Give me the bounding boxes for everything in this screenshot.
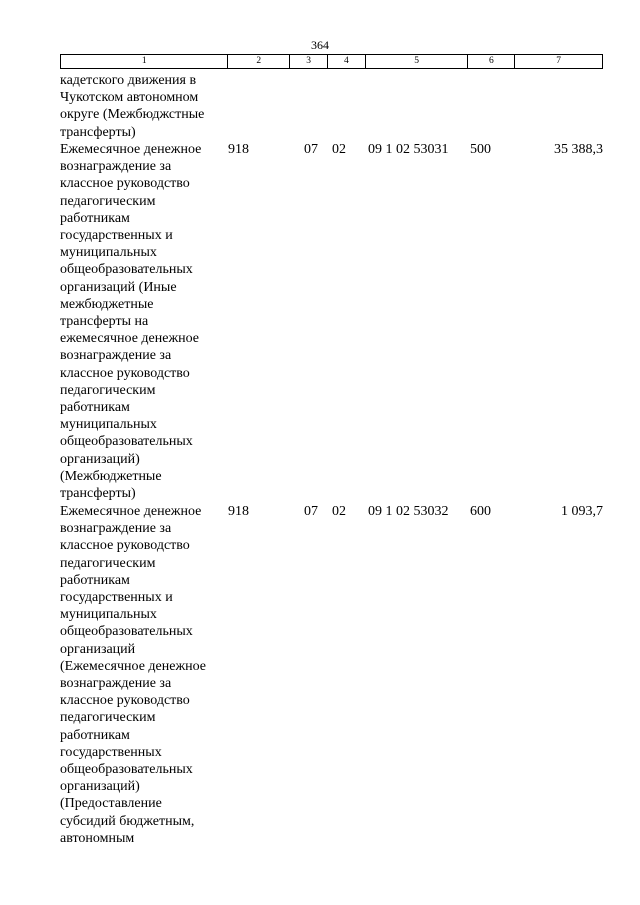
description-line: педагогическим (60, 193, 156, 209)
row-description (60, 141, 230, 502)
description-line: кадетского движения в (60, 73, 197, 88)
description-line: педагогическим (60, 710, 156, 726)
description-line: муниципальных (60, 607, 157, 623)
description-line: организаций (60, 641, 136, 657)
description-line: классное руководство (60, 538, 190, 554)
description-line: трансферты на (60, 314, 149, 330)
description-line: Чукотском автономном (60, 90, 199, 106)
expense-type-code: 600 (470, 504, 491, 519)
column-header-3: 3 (290, 55, 328, 68)
description-line: (Межбюджетные (60, 468, 162, 484)
description-line: вознаграждение за (60, 676, 172, 692)
target-article-code: 09 1 02 53031 (368, 142, 449, 157)
description-line: организаций (Иные (60, 279, 177, 295)
description-line: Ежемесячное денежное (60, 504, 202, 519)
table-header-row (60, 54, 603, 69)
description-line: классное руководство (60, 365, 190, 381)
column-header-7: 7 (556, 56, 562, 66)
row-description (60, 503, 230, 847)
column-header-5: 5 (366, 55, 469, 68)
description-line: государственных и (60, 228, 173, 244)
column-header-1: 1 (61, 55, 228, 68)
description-line: общеобразовательных (60, 262, 193, 278)
expense-type-code: 500 (470, 142, 491, 157)
description-line: муниципальных (60, 245, 157, 261)
section-code: 07 (304, 504, 318, 519)
admin-code: 918 (228, 504, 249, 519)
description-line: (Ежемесячное денежное (60, 658, 207, 674)
amount-value: 1 093,7 (561, 504, 603, 519)
column-header-2: 2 (228, 55, 290, 68)
description-line: вознаграждение за (60, 521, 172, 537)
description-line: межбюджетные (60, 296, 154, 312)
description-line: классное руководство (60, 693, 190, 709)
description-line: работникам (60, 572, 130, 588)
description-line: субсидий бюджетным, (60, 813, 195, 829)
description-line: трансферты) (60, 124, 136, 140)
admin-code: 918 (228, 142, 249, 157)
continued-description (60, 72, 230, 141)
description-line: округе (Межбюджстные (60, 107, 205, 123)
description-line: организаций) (60, 451, 140, 467)
target-article-code: 09 1 02 53032 (368, 504, 449, 519)
description-line: государственных (60, 744, 162, 760)
description-line: общеобразовательных (60, 624, 193, 640)
column-header-4: 4 (328, 55, 366, 68)
description-line: педагогическим (60, 382, 156, 398)
description-line: общеобразовательных (60, 762, 193, 778)
description-line: муниципальных (60, 417, 157, 433)
description-line: работникам (60, 210, 130, 226)
description-line: педагогическим (60, 555, 156, 571)
description-line: автономным (60, 830, 135, 846)
section-code: 07 (304, 142, 318, 157)
amount-value: 35 388,3 (554, 142, 603, 157)
description-line: вознаграждение за (60, 159, 172, 175)
description-line: вознаграждение за (60, 348, 172, 364)
description-line: (Предоставление (60, 796, 162, 812)
description-line: ежемесячное денежное (60, 331, 200, 347)
description-line: организаций) (60, 779, 140, 795)
description-line: государственных и (60, 590, 173, 606)
description-line: работникам (60, 727, 130, 743)
description-line: Ежемесячное денежное (60, 142, 202, 157)
description-line: классное руководство (60, 176, 190, 192)
page-number: 364 (311, 38, 329, 52)
description-line: трансферты) (60, 486, 136, 502)
column-header-6: 6 (468, 55, 515, 68)
description-line: работникам (60, 400, 130, 416)
subsection-code: 02 (332, 504, 346, 519)
subsection-code: 02 (332, 142, 346, 157)
description-line: общеобразовательных (60, 434, 193, 450)
